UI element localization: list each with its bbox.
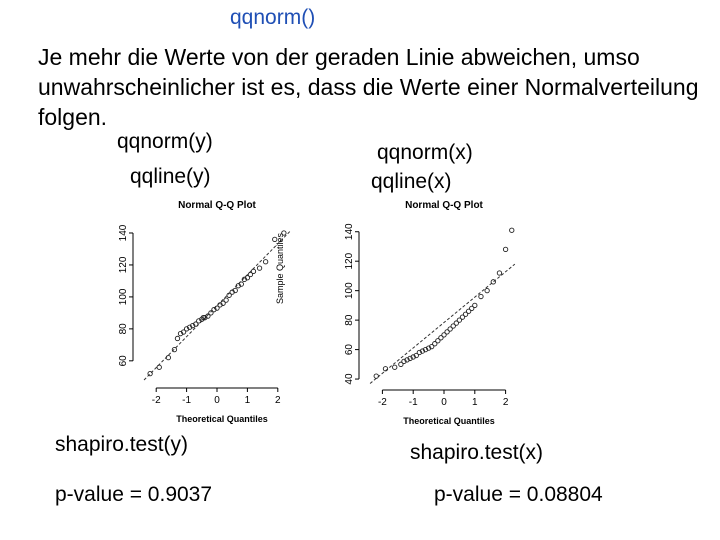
qq-plot-right	[325, 192, 540, 432]
data-point	[251, 269, 255, 273]
data-point	[497, 271, 501, 275]
x-tick-label: 0	[214, 395, 220, 406]
y-tick-label: 60	[344, 344, 355, 356]
data-point	[503, 247, 507, 251]
y-tick-label: 140	[118, 224, 129, 242]
right-pvalue: p-value = 0.08804	[434, 483, 603, 506]
qq-plot-right-svg	[325, 192, 540, 432]
data-point	[393, 365, 397, 369]
data-point	[510, 228, 514, 232]
left-pvalue: p-value = 0.9037	[55, 483, 213, 506]
y-tick-label: 120	[344, 252, 355, 270]
x-tick-label: -2	[377, 397, 387, 408]
data-point	[473, 303, 477, 307]
qq-reference-line	[370, 264, 515, 383]
qq-plot-left-svg	[103, 192, 323, 432]
data-point	[175, 336, 179, 340]
data-point	[263, 260, 267, 264]
x-tick-label: 1	[244, 395, 251, 406]
y-axis-label: Sample Quantiles	[275, 232, 285, 305]
y-tick-label: 60	[118, 355, 129, 367]
y-tick-label: 120	[118, 256, 129, 274]
data-point	[157, 365, 161, 369]
x-tick-label: 2	[275, 395, 281, 406]
data-point	[491, 280, 495, 284]
data-point	[479, 294, 483, 298]
x-tick-label: 2	[502, 397, 509, 408]
data-point	[257, 266, 261, 270]
x-tick-label: 1	[472, 397, 478, 408]
data-point	[166, 355, 170, 359]
y-tick-label: 140	[344, 223, 355, 241]
explanation-text: Je mehr die Werte von der geraden Linie abweichen, umso unwahrscheinlicher ist es, dass die Werte einer Normalverteilung folgen.	[38, 44, 699, 130]
x-axis-label: Theoretical Quantiles	[403, 416, 495, 426]
y-tick-label: 100	[344, 282, 355, 300]
left-shapiro-code: shapiro.test(y)	[55, 433, 189, 456]
y-tick-label: 100	[118, 288, 129, 306]
right-shapiro-code: shapiro.test(x)	[410, 441, 544, 464]
data-point	[148, 371, 152, 375]
right-qqnorm-code: qqnorm(x)	[377, 141, 473, 164]
y-tick-label: 80	[118, 323, 129, 335]
plot-title: Normal Q-Q Plot	[178, 200, 256, 211]
x-tick-label: -1	[182, 395, 192, 406]
data-point	[485, 288, 489, 292]
right-qqline-code: qqline(x)	[371, 170, 452, 193]
x-tick-label: -2	[151, 395, 161, 406]
x-tick-label: -1	[408, 397, 418, 408]
x-tick-label: 0	[441, 397, 447, 408]
x-axis-label: Theoretical Quantiles	[176, 414, 268, 424]
qq-plot-left	[103, 192, 323, 432]
left-qqnorm-code: qqnorm(y)	[117, 130, 213, 153]
data-point	[224, 298, 228, 302]
plot-title: Normal Q-Q Plot	[405, 200, 483, 211]
left-qqline-code: qqline(y)	[130, 165, 211, 188]
data-point	[374, 374, 378, 378]
y-tick-label: 80	[344, 314, 355, 326]
y-tick-label: 40	[344, 373, 355, 385]
slide-title: qqnorm()	[230, 6, 316, 29]
